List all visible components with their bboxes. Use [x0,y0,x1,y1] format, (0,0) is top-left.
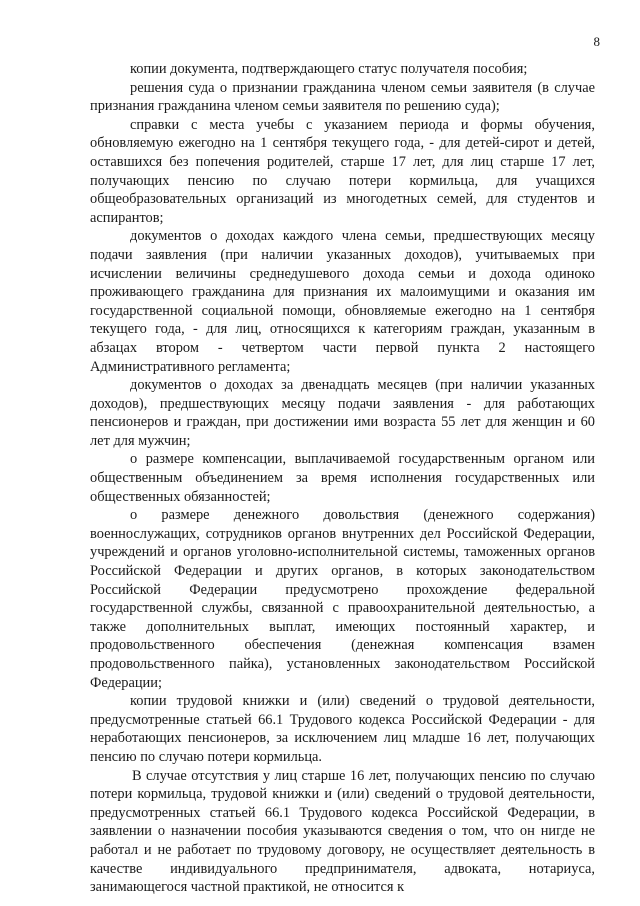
paragraph-family-income: документов о доходах каждого члена семьи, предшествующих месяцу подачи заявления (при наличии указанных доходов), учитываемых при исчислении величины среднедушевого дохода семьи и дохода одиноко проживающего гражданина для признания их малоимущими и оказания им государственной социальной помощи, обновляемые ежегодно на 1 сентября текущего года, - для лиц, относящихся к категориям граждан, указанным в абзацах втором - четвертом части первой пункта 2 настоящего Административного регламента; [90,228,595,375]
page-number: 8 [593,34,600,49]
paragraph-court-decision: решения суда о признании гражданина членом семьи заявителя (в случае признания гражданина членом семьи заявителя по решению суда); [90,79,595,115]
paragraph-study-certificate: справки с места учебы с указанием периода и формы обучения, обновляемую ежегодно на 1 сентября текущего года, - для детей-сирот и детей, оставшихся без попечения родителей, старше 17 лет, для лиц старше 17 лет, получающих пенсию по случаю потери кормильца, для учащихся общеобразовательных организаций из многодетных семей, для студентов и аспирантов; [90,116,595,226]
paragraph-compensation: о размере компенсации, выплачиваемой государственным органом или общественным объединением за время исполнения государственных или общественных обязанностей; [90,451,595,505]
paragraph-employment-record: копии трудовой книжки и (или) сведений о трудовой деятельности, предусмотренные статьей 66.1 Трудового кодекса Российской Федерации - для неработающих пенсионеров, за исключением лиц младше 16 лет, получающих пенсию по случаю потери кормильца. [90,693,595,765]
paragraph-twelve-month-income: документов о доходах за двенадцать месяцев (при наличии указанных доходов), предшествующих месяцу подачи заявления - для работающих пенсионеров и граждан, при достижении ими возраста 55 лет для женщин и 60 лет для мужчин; [90,377,595,449]
paragraph-allowance: о размере денежного довольствия (денежного содержания) военнослужащих, сотрудников органов внутренних дел Российской Федерации, учреждений и органов уголовно-исполнительной системы, таможенных органов Российской Федерации и других органов, в которых законодательством Российской Федерации предусмотрено прохождение федеральной государственной службы, связанной с правоохранительной деятельностью, а также дополнительных выплат, имеющих постоянный характер, и продовольственного обеспечения (денежная компенсация взамен продовольственного пайка), установленных законодательством Российской Федерации; [90,507,595,691]
paragraph-absence-of-record: В случае отсутствия у лиц старше 16 лет, получающих пенсию по случаю потери кормильца, трудовой книжки и (или) сведений о трудовой деятельности, предусмотренных статьей 66.1 Трудового кодекса Российской Федерации, в заявлении о назначении пособия указываются сведения о том, что он нигде не работал и не работает по трудовому договору, не осуществляет деятельность в качестве индивидуального предпринимателя, адвоката, нотариуса, занимающегося частной практикой, не относится к [90,767,595,896]
document-body [90,60,595,897]
paragraph-status-copy: копии документа, подтверждающего статус получателя пособия; [130,61,528,77]
